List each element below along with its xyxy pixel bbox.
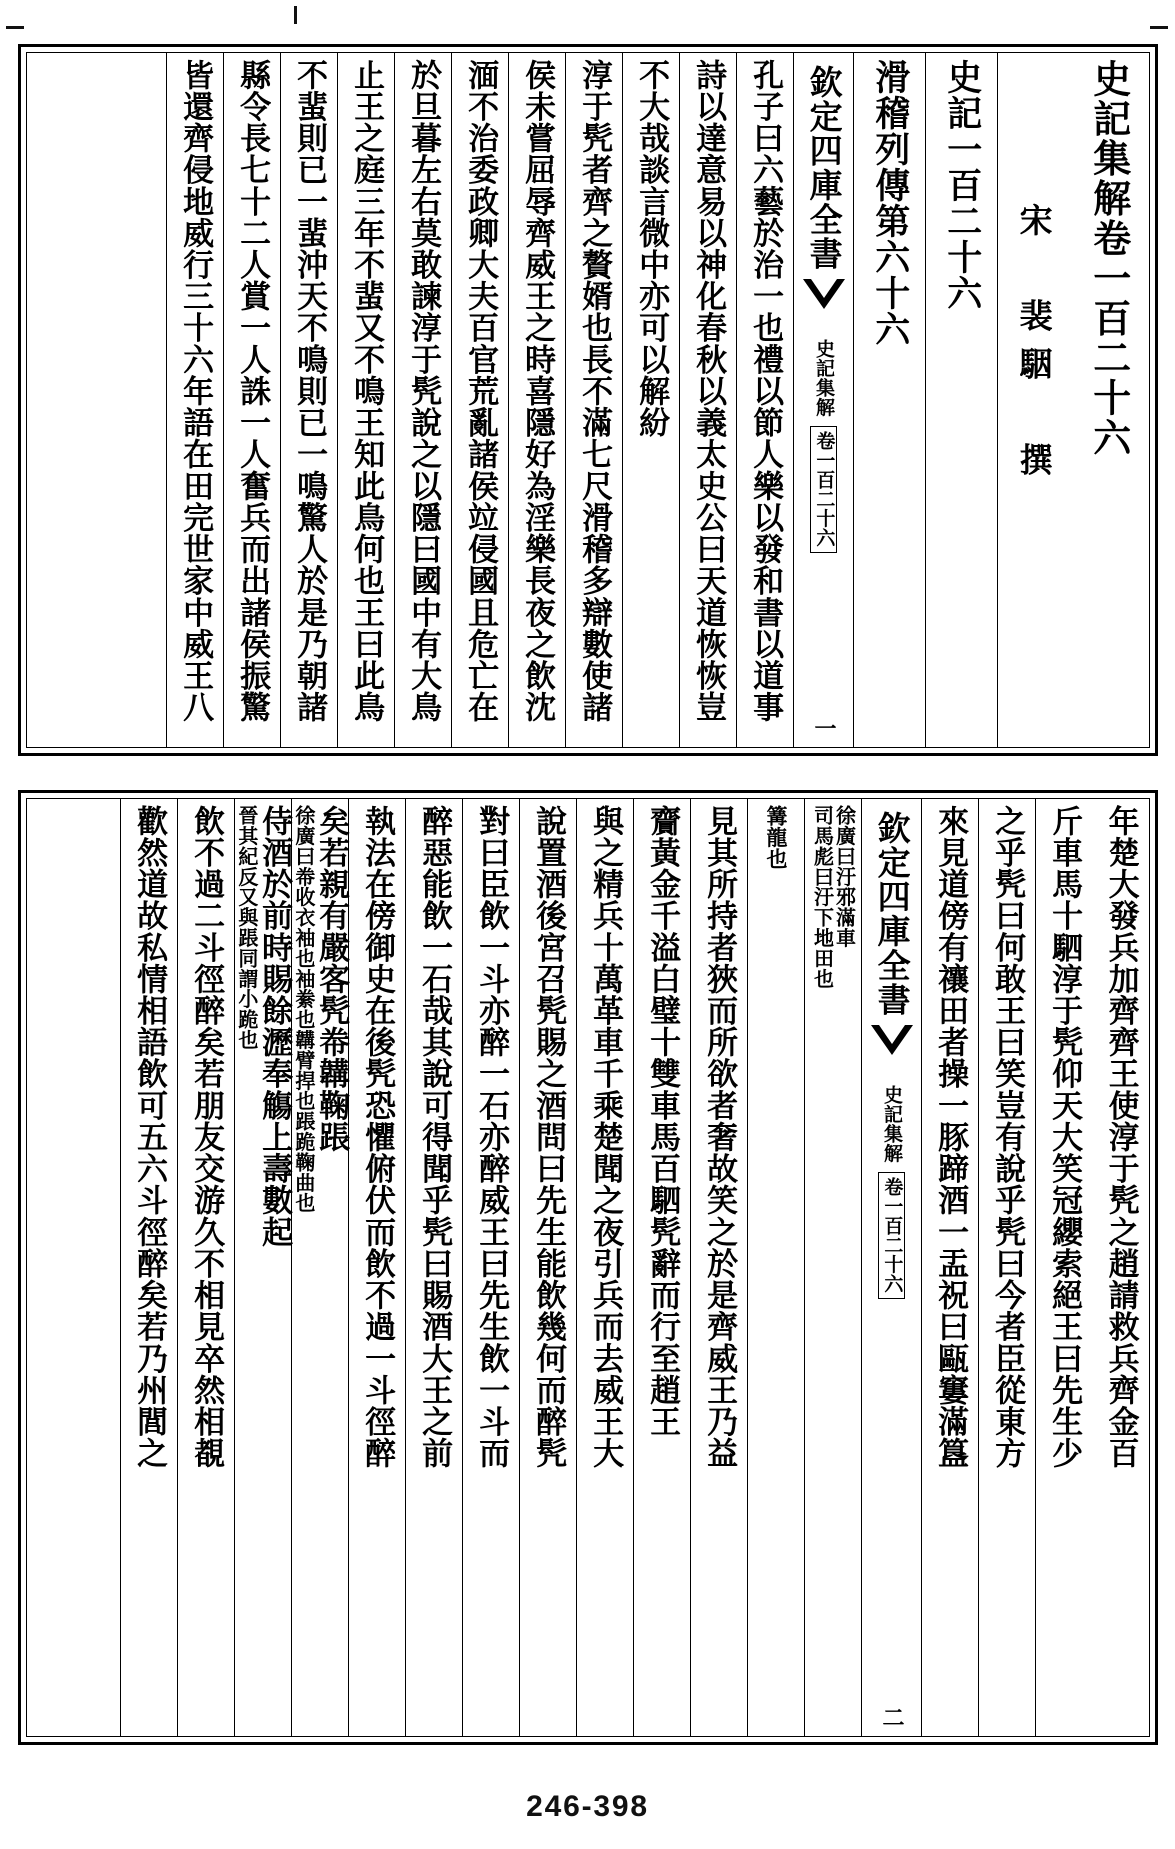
- text-column-gloss-1-commentary-text: 司馬彪曰汙下地田也: [810, 805, 835, 989]
- spine-column: [793, 53, 853, 747]
- text-column-5-text: 見其所持者狹而所欲者奢故笑之於是齊威王乃益: [701, 805, 738, 1470]
- text-column-9-text: 不蜚則已一蜚沖天不鳴則已一鳴驚人於是乃朝諸: [291, 59, 328, 724]
- folio-top: [18, 44, 1158, 756]
- text-column-9: [280, 53, 337, 747]
- folio-top-text-block: [26, 52, 1150, 748]
- juan-column: [925, 53, 997, 747]
- text-column-12-main-text: 矣若親有嚴客髠帣韝鞠䠆: [313, 805, 350, 1153]
- text-column-13-main-text: 侍酒於前時賜餘瀝奉觴上壽數起: [256, 805, 293, 1248]
- folio-bottom-text-block: [26, 798, 1150, 1737]
- fishtail-ornament-icon: [871, 1025, 913, 1079]
- spine-work-title: 史記集解: [812, 338, 835, 417]
- author-column-text: 宋 裴駰 撰: [1014, 203, 1054, 491]
- text-column-gloss-2: [747, 799, 804, 1736]
- text-column-15: [120, 799, 177, 1736]
- text-column-10-text: 縣令長七十二人賞一人誅一人奮兵而出諸侯振驚: [234, 59, 271, 724]
- text-column-7-text: 於旦暮左右莫敢諫淳于髠說之以隱曰國中有大鳥: [405, 59, 442, 724]
- page-number: 246-398: [526, 1790, 649, 1823]
- spine-work-title: 史記集解: [880, 1084, 903, 1163]
- text-column-8-text: 說置酒後宮召髠賜之酒問曰先生能飲幾何而醉髠: [530, 805, 567, 1470]
- text-column-4-text: 淳于髠者齊之贅婿也長不滿七尺滑稽多辯數使諸: [576, 59, 613, 724]
- text-column-5-text: 侯未嘗屈辱齊威王之時喜隱好為淫樂長夜之飲沈: [519, 59, 556, 724]
- text-column-7: [576, 799, 633, 1736]
- text-column-6-text: 齎黃金千溢白璧十雙車馬百駟髠辭而行至趙王: [644, 805, 681, 1438]
- text-column-14-text: 飲不過二斗徑醉矣若朋友交游久不相見卒然相覩: [188, 805, 225, 1470]
- text-column-10-text: 醉惡能飲一石哉其說可得聞乎髠曰賜酒大王之前: [416, 805, 453, 1470]
- chapter-column: [853, 53, 925, 747]
- chapter-column-text: 滑稽列傳第六十六: [869, 59, 911, 348]
- spine-folio-number: 二: [878, 1705, 905, 1728]
- crop-tick-top: [294, 6, 297, 24]
- title-column: [1069, 53, 1149, 747]
- text-column-3: [622, 53, 679, 747]
- spine-folio-number: 一: [810, 716, 837, 739]
- text-column-7: [394, 53, 451, 747]
- author-column: [997, 53, 1069, 747]
- text-column-2-text: 詩以達意易以神化春秋以義太史公曰天道恢恢豈: [690, 59, 727, 724]
- juan-column-text: 史記一百二十六: [941, 59, 983, 312]
- text-column-gloss-1: [804, 799, 861, 1736]
- text-column-13-commentary-text: 晉其紀反又與䠆同謂小跪也: [234, 805, 259, 1050]
- text-column-2: [679, 53, 736, 747]
- spine-volume-text: 卷一百二十六: [813, 431, 836, 548]
- text-column-9-text: 對曰臣飲一斗亦醉一石亦醉威王曰先生飲一斗而: [473, 805, 510, 1470]
- text-column-4: [565, 53, 622, 747]
- text-column-6: [451, 53, 508, 747]
- text-column-6: [633, 799, 690, 1736]
- text-column-14: [177, 799, 234, 1736]
- spine-volume-label: [810, 426, 838, 552]
- text-column-3-text: 不大哉談言微中亦可以解紛: [633, 59, 670, 439]
- text-column-8: [337, 53, 394, 747]
- text-column-11: [348, 799, 405, 1736]
- text-column-2: [1035, 799, 1092, 1736]
- crop-tick-right: [1150, 26, 1168, 29]
- crop-tick-left: [6, 26, 24, 29]
- text-column-1-text: 孔子曰六藝於治一也禮以節人樂以發和書以道事: [747, 59, 784, 724]
- text-column-6-text: 湎不治委政卿大夫百官荒亂諸侯竝侵國且危亡在: [462, 59, 499, 724]
- text-column-4-text: 來見道傍有禳田者操一豚蹄酒一盂祝曰甌窶滿簋: [932, 805, 969, 1470]
- spine-banner-title: 欽定四庫全書: [804, 65, 844, 271]
- text-column-11-text: 皆還齊侵地威行三十六年語在田完世家中威王八: [177, 59, 214, 724]
- text-column-2-text: 斤車馬十駟淳于髠仰天大笑冠纓索絕王曰先生少: [1046, 805, 1083, 1470]
- text-column-1: [1092, 799, 1149, 1736]
- text-column-8: [519, 799, 576, 1736]
- text-column-4: [921, 799, 978, 1736]
- text-column-12: [291, 799, 348, 1736]
- text-column-gloss-1-main-text: 徐廣曰汙邪滿車: [832, 805, 857, 948]
- spine-volume-label: [878, 1172, 906, 1298]
- folio-bottom: [18, 790, 1158, 1745]
- spine-banner-title: 欽定四庫全書: [872, 811, 912, 1017]
- text-column-3-text: 之乎髠曰何敢王曰笑豈有說乎髠曰今者臣從東方: [989, 805, 1026, 1470]
- text-column-9: [462, 799, 519, 1736]
- fishtail-ornament-icon: [803, 279, 845, 333]
- text-column-10: [223, 53, 280, 747]
- text-column-1: [736, 53, 793, 747]
- text-column-5: [690, 799, 747, 1736]
- text-column-5: [508, 53, 565, 747]
- text-column-11-text: 執法在傍御史在後髠恐懼俯伏而飲不過一斗徑醉: [359, 805, 396, 1470]
- spine-volume-text: 卷一百二十六: [881, 1177, 904, 1294]
- text-column-gloss-2-text: 篝龍也: [764, 805, 790, 870]
- text-column-13: [234, 799, 291, 1736]
- text-column-1-text: 年楚大發兵加齊齊王使淳于髠之趙請救兵齊金百: [1102, 805, 1139, 1470]
- text-column-8-text: 止王之庭三年不蜚又不鳴王知此鳥何也王曰此鳥: [348, 59, 385, 724]
- spine-column: [861, 799, 921, 1736]
- text-column-10: [405, 799, 462, 1736]
- text-column-15-text: 歡然道故私情相語飲可五六斗徑醉矣若乃州閭之: [131, 805, 168, 1470]
- text-column-12-commentary-text: 徐廣曰帣收衣袖也袖絭也韝臂捍也䠆跪鞠曲也: [291, 805, 316, 1213]
- title-column-text: 史記集解卷一百二十六: [1086, 59, 1132, 458]
- text-column-3: [978, 799, 1035, 1736]
- text-column-7-text: 與之精兵十萬革車千乘楚聞之夜引兵而去威王大: [587, 805, 624, 1470]
- text-column-11: [166, 53, 223, 747]
